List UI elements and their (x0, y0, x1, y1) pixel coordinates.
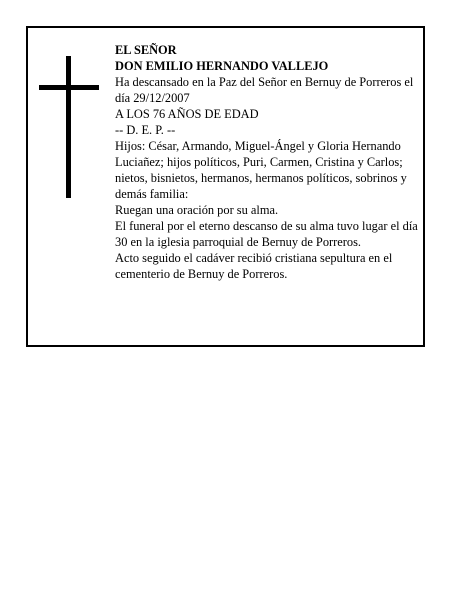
notice-text-block (115, 42, 427, 282)
obituary-notice (26, 26, 425, 347)
prayer-request: Ruegan una oración por su alma. (115, 203, 279, 217)
rest-announcement: Ha descansado en la Paz del Señor en Bernuy de Porreros el día 29/12/2007 (115, 75, 414, 105)
notice-title: EL SEÑOR (115, 43, 177, 57)
rip-line: -- D. E. P. -- (115, 123, 176, 137)
deceased-name: DON EMILIO HERNANDO VALLEJO (115, 59, 329, 73)
funeral-info: El funeral por el eterno descanso de su alma tuvo lugar el día 30 en la iglesia parroquial de Bernuy de Porreros. (115, 219, 418, 249)
burial-info: Acto seguido el cadáver recibió cristiana sepultura en el cementerio de Bernuy de Porreros. (115, 251, 393, 281)
cross-vertical-bar (66, 56, 71, 198)
cross-icon (39, 56, 99, 198)
cross-horizontal-bar (39, 85, 99, 90)
age-line: A LOS 76 AÑOS DE EDAD (115, 107, 259, 121)
family-list: Hijos: César, Armando, Miguel-Ángel y Gloria Hernando Luciañez; hijos políticos, Puri, Carmen, Cristina y Carlos; nietos, bisnietos, hermanos, hermanos políticos, sobrinos y demás familia: (115, 139, 407, 201)
